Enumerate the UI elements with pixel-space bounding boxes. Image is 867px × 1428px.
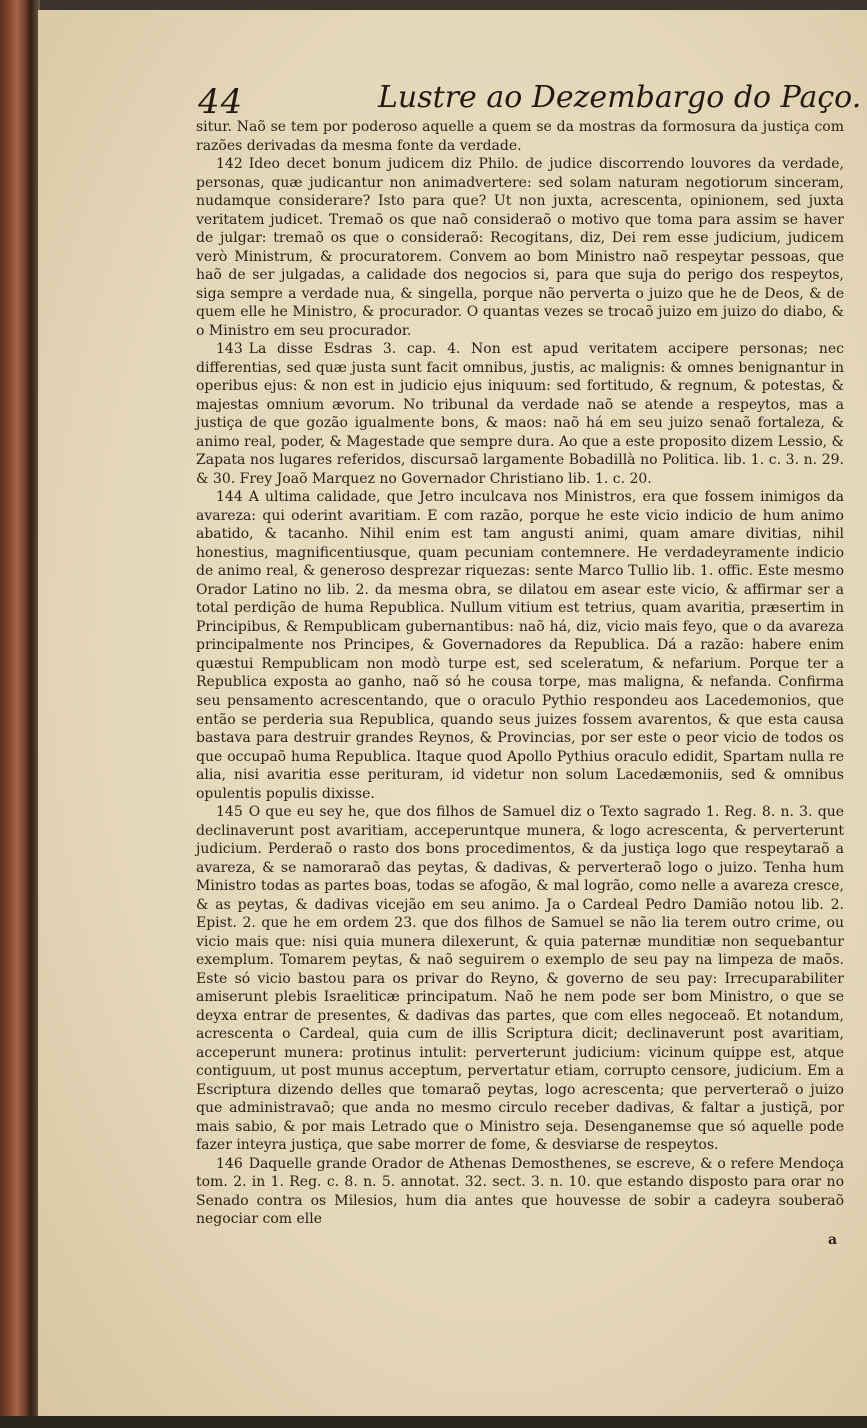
paragraph-number: 142 bbox=[216, 156, 243, 173]
paragraph-text: O que eu sey he, que dos filhos de Samuel diz o Texto sagrado 1. Reg. 8. n. 3. que declinaverunt post avaritiam, acceperuntque munera, & logo acrescenta, & perverterunt judicium. Perderaõ o rasto dos bons procedimentos, & da justiça logo que respeytaraõ a avareza, & se namoraraõ das peytas, & dadivas, & perverteraõ logo o juizo. Tenha hum Ministro todas as partes boas, todas se afogão, & mal logrão, como nelle a avareza cresce, & as peytas, & dadivas vicejão em seu animo. Ja o Cardeal Pedro Damião notou lib. 2. Epist. 2. que he em ordem 23. que dos filhos de Samuel se não lia terem outro crime, ou vicio mais que: nisi quia munera dilexerunt, & quia paternæ munditiæ non sequebantur exemplum. Tomarem peytas, & naõ seguirem o exemplo de seu pay na limpeza de maõs. Este só vicio bastou para os privar do Reyno, & governo de seu pay: Irrecuparabiliter amiserunt plebis Israeliticæ principatum. Naõ he nem pode ser bom Ministro, o que se deyxa entrar de presentes, & dadivas das partes, que com elles negoceaõ. Et notandum, acrescenta o Cardeal, quia cum de illis Scriptura dicit; declinaverunt post avaritiam, acceperunt munera: protinus intulit: perverterunt judicium: vicinum quippe est, atque contiguum, ut post munus acceptum, pervertatur etiam, corrupto censore, judicium. Em a Escriptura dizendo delles que tomaraõ peytas, logo acrescenta; que perverteraõ o juizo que administravaõ; que anda no mesmo circulo receber dadivas, & faltar a justiçã, por mais sabio, & por mais Letrado que o Ministro seja. Desenganemse que só aquelle pode fazer inteyra justiça, que sabe morrer de fome, & desviarse de respeytos. bbox=[196, 804, 844, 1154]
running-head: Lustre ao Dezembargo do Paço. bbox=[378, 80, 862, 115]
paragraph-text: Daquelle grande Orador de Athenas Demosthenes, se escreve, & o refere Mendoça tom. 2. in 1. Reg. c. 8. n. 5. annotat. 32. sect. 3. n. 10. que estando disposto para orar no Senado contra os Milesios, hum dia antes que houvesse de sobir a cadeyra souberaõ negociar com elle bbox=[196, 1155, 844, 1228]
paragraph-text: Ideo decet bonum judicem diz Philo. de judice discorrendo louvores da verdade, personas, quæ judicantur non animadvertere: sed solam naturam negotiorum sinceram, nudamque considerare? Isto para que? Ut non juxta, acrescenta, opinionem, sed juxta veritatem judicet. Tremaõ os que naõ consideraõ o motivo que toma para assim se haver de julgar: tremaõ os que o consideraõ: Recogitans, diz, Dei rem esse judicium, judicem verò Ministrum, & procuratorem. Convem ao bom Ministro naõ respeytar pessoas, que haõ de ser julgadas, a calidade dos negocios si, para que suja do perigo dos respeytos, siga sempre a verdade nua, & singella, porque não perverta o juizo que he de Deos, & de quem elle he Ministro, & procurador. O quantas vezes se trocaõ juizo em juizo do diabo, & o Ministro em seu procurador. bbox=[196, 156, 844, 339]
paragraph-146 bbox=[196, 1155, 844, 1229]
paragraph-number: 146 bbox=[216, 1155, 243, 1172]
paragraph-number: 144 bbox=[216, 489, 243, 506]
book-binding bbox=[0, 0, 30, 1428]
scanner-bottom-edge bbox=[0, 1416, 867, 1428]
catchword: a bbox=[828, 1232, 838, 1248]
body-text bbox=[196, 118, 844, 1229]
paragraph-number: 143 bbox=[216, 341, 243, 358]
page-number: 44 bbox=[198, 82, 244, 122]
scanner-top-edge bbox=[0, 0, 867, 10]
paragraph-continuation bbox=[196, 118, 844, 155]
paragraph-143 bbox=[196, 340, 844, 488]
paragraph-142 bbox=[196, 155, 844, 340]
paragraph-144 bbox=[196, 488, 844, 803]
paragraph-number: 145 bbox=[216, 804, 243, 821]
paragraph-text: A ultima calidade, que Jetro inculcava nos Ministros, era que fossem inimigos da avareza: qui oderint avaritiam. E com razão, porque he este vicio indicio de hum animo abatido, & tacanho. Nihil enim est tam angusti animi, quam amare divitias, nihil honestius, magnificentiusque, quam pecuniam contemnere. He verdadeyramente indicio de animo real, & generoso desprezar riquezas: sente Marco Tullio lib. 1. offic. Este mesmo Orador Latino no lib. 2. da mesma obra, se dilatou em asear este vicio, & affirmar ser a total perdição de huma Republica. Nullum vitium est tetrius, quam avaritia, præsertim in Principibus, & Rempublicam gubernantibus: naõ há, diz, vicio mais feyo, que o da avareza principalmente nos Principes, & Governadores da Republica. Dá a razão: habere enim quæstui Rempublicam non modò turpe est, sed sceleratum, & nefarium. Porque ter a Republica exposta ao ganho, naõ só he cousa torpe, mas maligna, & nefanda. Confirma seu pensamento acrescentando, que o oraculo Pythio respondeu aos Lacedemonios, que então se perderia sua Republica, quando seus juizes fossem avarentos, & que esta causa bastava para destruir grandes Reynos, & Provincias, por ser este o peor vicio de todos os que occupaõ huma Republica. Itaque quod Apollo Pythius oraculo edidit, Spartam nulla re alia, nisi avaritia esse perituram, id videtur non solum Lacedæmoniis, sed & omnibus opulentis populis dixisse. bbox=[196, 489, 844, 802]
paragraph-145 bbox=[196, 803, 844, 1155]
paragraph-text: situr. Naõ se tem por poderoso aquelle a quem se da mostras da formosura da justiça com razões derivadas da mesma fonte da verdade. bbox=[196, 119, 844, 154]
paragraph-text: La disse Esdras 3. cap. 4. Non est apud veritatem accipere personas; nec differentias, sed quæ justa sunt facit omnibus, justis, ac malignis: & omnes benignantur in operibus ejus: & non est in judicio ejus iniquum: sed fortitudo, & regnum, & potestas, & majestas omnium ævorum. No tribunal da verdade naõ se atende a respeytos, mas a justiça de que gozão igualmente bons, & maos: naõ há em seu juizo senaõ fortaleza, & animo real, poder, & Magestade que sempre dura. Ao que a este proposito dizem Lessio, & Zapata nos lugares referidos, discursaõ largamente Bobadillà no Politica. lib. 1. c. 3. n. 29. & 30. Frey Joaõ Marquez no Governador Christiano lib. 1. c. 20. bbox=[196, 341, 844, 487]
